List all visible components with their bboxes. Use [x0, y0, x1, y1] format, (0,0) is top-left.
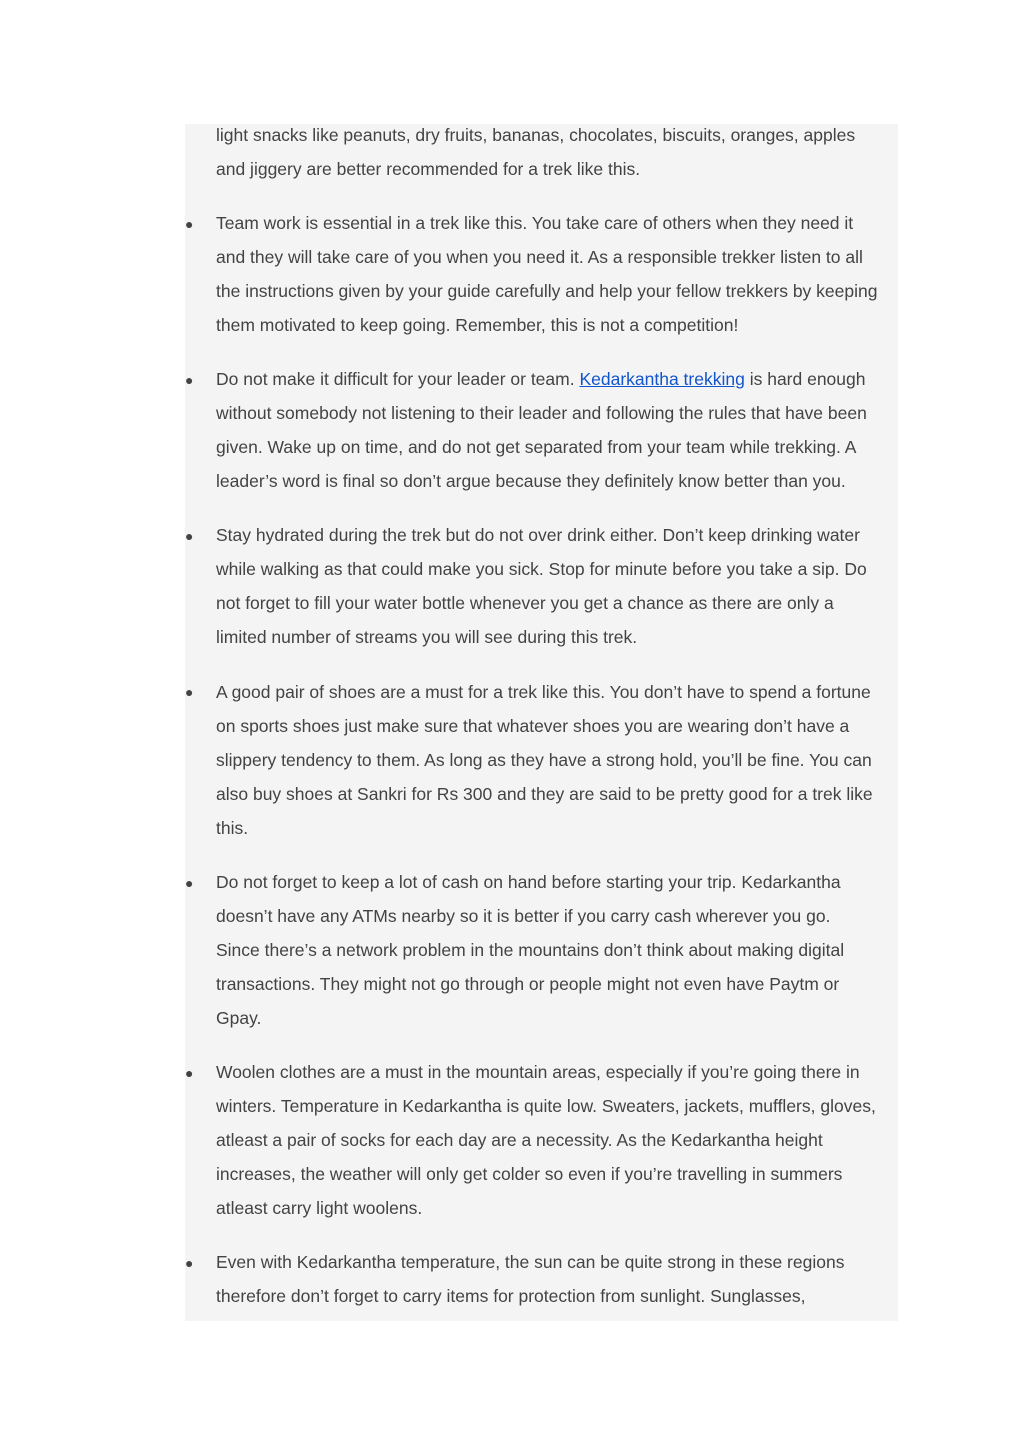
list-item-line: the instructions given by your guide carefully and help your fellow trekkers by keeping — [216, 281, 878, 301]
list-item-text: Do not make it difficult for your leader or team. — [216, 369, 580, 389]
list-item-line: given. Wake up on time, and do not get separated from your team while trekking. A — [216, 437, 857, 457]
list-item-line: leader’s word is final so don’t argue because they definitely know better than you. — [216, 471, 846, 491]
list-item-line: atleast carry light woolens. — [216, 1198, 423, 1218]
list-item-line: Woolen clothes are a must in the mountain areas, especially if you’re going there in — [216, 1062, 860, 1082]
list-item-line: therefore don’t forget to carry items for protection from sunlight. Sunglasses, — [216, 1286, 806, 1306]
list-item-line: winters. Temperature in Kedarkantha is quite low. Sweaters, jackets, mufflers, gloves, — [216, 1096, 876, 1116]
list-item-line: transactions. They might not go through or people might not even have Paytm or — [216, 974, 840, 994]
bullet-icon: ● — [185, 1255, 194, 1271]
list-item-line: this. — [216, 818, 249, 838]
list-item-line: Stay hydrated during the trek but do not over drink either. Don’t keep drinking water — [216, 525, 860, 545]
list-item-line: not forget to fill your water bottle whenever you get a chance as there are only a — [216, 593, 834, 613]
list-item-line: Gpay. — [216, 1008, 262, 1028]
list-item-line: Team work is essential in a trek like this. You take care of others when they need it — [216, 213, 854, 233]
list-item-line: doesn’t have any ATMs nearby so it is better if you carry cash wherever you go. — [216, 906, 831, 926]
list-item-line: and they will take care of you when you need it. As a responsible trekker listen to all — [216, 247, 863, 267]
kedarkantha-trekking-link[interactable]: Kedarkantha trekking — [579, 369, 745, 389]
list-item-line: also buy shoes at Sankri for Rs 300 and they are said to be pretty good for a trek like — [216, 784, 873, 804]
list-item-line: them motivated to keep going. Remember, this is not a competition! — [216, 315, 739, 335]
list-item-line: increases, the weather will only get colder so even if you’re travelling in summers — [216, 1164, 843, 1184]
bullet-icon: ● — [185, 875, 194, 891]
bullet-icon: ● — [185, 372, 194, 388]
list-item-line — [216, 369, 866, 389]
list-item-line: A good pair of shoes are a must for a trek like this. You don’t have to spend a fortune — [216, 682, 871, 702]
bullet-icon: ● — [185, 684, 194, 700]
list-item-line: while walking as that could make you sick. Stop for minute before you take a sip. Do — [216, 559, 867, 579]
list-item-line: without somebody not listening to their leader and following the rules that have been — [216, 403, 867, 423]
list-item-line: atleast a pair of socks for each day are a necessity. As the Kedarkantha height — [216, 1130, 823, 1150]
bullet-icon: ● — [185, 1065, 194, 1081]
list-item-line: Since there’s a network problem in the mountains don’t think about making digital — [216, 940, 845, 960]
list-item-line: Even with Kedarkantha temperature, the sun can be quite strong in these regions — [216, 1252, 845, 1272]
document-page — [185, 124, 898, 1321]
list-item-line: limited number of streams you will see during this trek. — [216, 627, 638, 647]
bullet-icon: ● — [185, 216, 194, 232]
bullet-icon: ● — [185, 528, 194, 544]
intro-line: light snacks like peanuts, dry fruits, bananas, chocolates, biscuits, oranges, apples — [216, 125, 856, 145]
list-item-line: slippery tendency to them. As long as they have a strong hold, you’ll be fine. You can — [216, 750, 872, 770]
list-item-text: is hard enough — [744, 369, 866, 389]
list-item-line: on sports shoes just make sure that whatever shoes you are wearing don’t have a — [216, 716, 850, 736]
intro-line: and jiggery are better recommended for a trek like this. — [216, 159, 641, 179]
list-item-line: Do not forget to keep a lot of cash on hand before starting your trip. Kedarkantha — [216, 872, 841, 892]
